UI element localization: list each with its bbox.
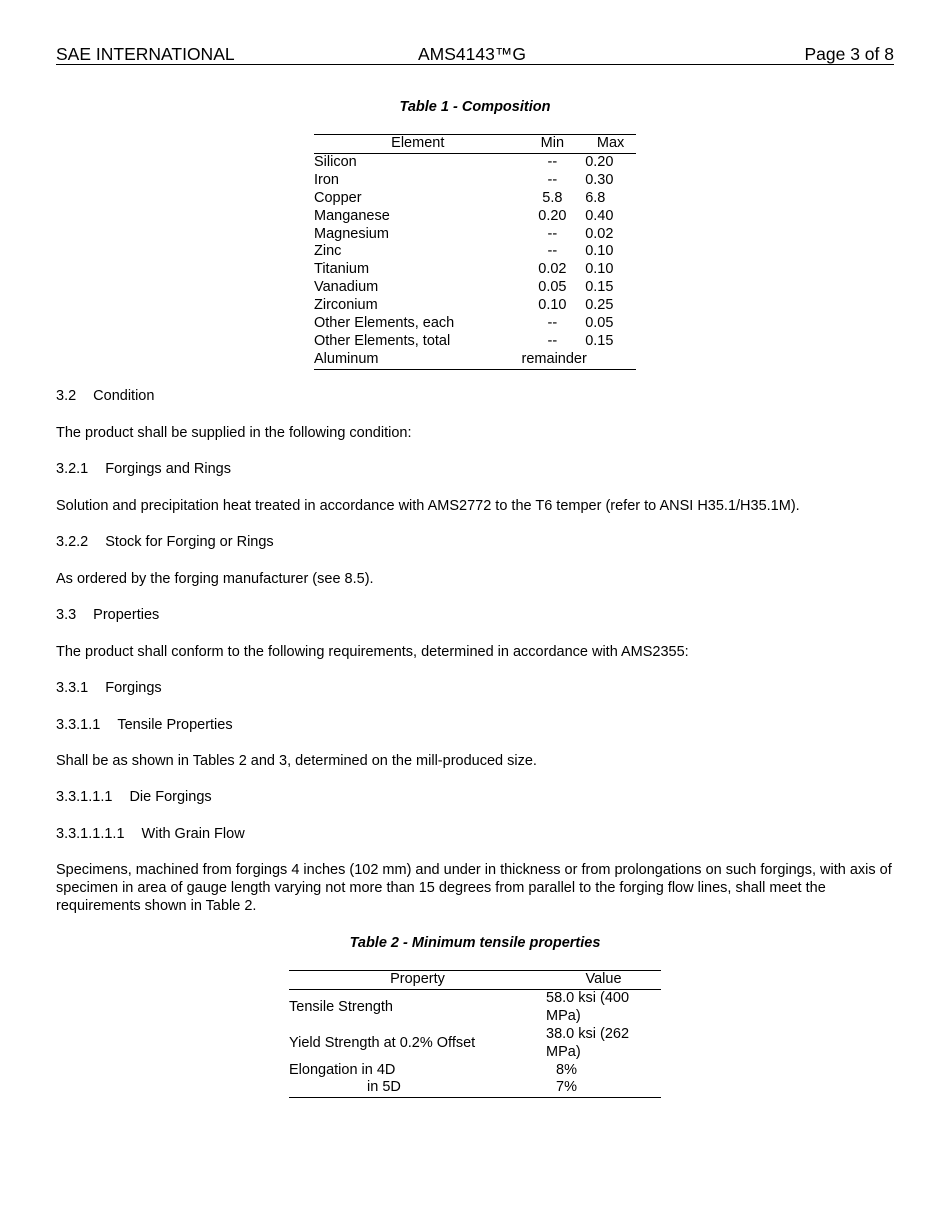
section-number: 3.2.2 bbox=[56, 534, 89, 550]
composition-table bbox=[314, 134, 636, 370]
value-cell: 7% bbox=[546, 1079, 661, 1097]
section-3-3-1-1-paragraph: Shall be as shown in Tables 2 and 3, determined on the mill-produced size. bbox=[56, 753, 537, 769]
section-number: 3.3.1.1.1.1 bbox=[56, 826, 125, 842]
element-cell: Zinc bbox=[314, 243, 342, 260]
document-number: AMS4143™G bbox=[418, 44, 526, 64]
max-cell: 0.10 bbox=[585, 261, 614, 278]
element-cell: Iron bbox=[314, 171, 339, 188]
element-cell: Vanadium bbox=[314, 279, 379, 296]
element-cell: Zirconium bbox=[314, 297, 378, 314]
min-cell: -- bbox=[547, 171, 558, 188]
column-header-max: Max bbox=[583, 135, 636, 154]
table-row bbox=[289, 1062, 661, 1080]
table-row bbox=[314, 208, 636, 226]
table-header-row bbox=[314, 135, 636, 154]
property-cell: Tensile Strength bbox=[289, 998, 393, 1015]
element-cell: Magnesium bbox=[314, 225, 389, 242]
section-3-2-2-paragraph: As ordered by the forging manufacturer (see 8.5). bbox=[56, 571, 374, 587]
grain-flow-paragraph: Specimens, machined from forgings 4 inches (102 mm) and under in thickness or from prolongations on such forgings, with axis of specimen in area of gauge length varying not more than 15 degrees from parallel to the forging flow lines, shall meet the requirements shown in Table 2. bbox=[56, 862, 892, 914]
section-3-3-1-1-1-heading bbox=[56, 788, 896, 806]
column-header-property: Property bbox=[289, 971, 546, 990]
section-title: Stock for Forging or Rings bbox=[105, 534, 274, 550]
section-title: Die Forgings bbox=[129, 789, 212, 805]
table-row bbox=[314, 279, 636, 297]
max-cell: 0.40 bbox=[585, 207, 614, 224]
table-row bbox=[314, 333, 636, 351]
column-header-value: Value bbox=[546, 971, 661, 990]
section-3-3-heading bbox=[56, 606, 896, 624]
element-cell: Aluminum bbox=[314, 351, 522, 369]
min-cell: -- bbox=[547, 243, 558, 260]
value-cell: 58.0 ksi (400 MPa) bbox=[546, 989, 630, 1024]
section-3-2-1-paragraph: Solution and precipitation heat treated in accordance with AMS2772 to the T6 temper (refer to ANSI H35.1/H35.1M). bbox=[56, 498, 800, 514]
publisher-name: SAE INTERNATIONAL bbox=[56, 44, 235, 64]
section-number: 3.2 bbox=[56, 388, 77, 404]
element-cell: Titanium bbox=[314, 261, 370, 278]
section-number: 3.2.1 bbox=[56, 461, 89, 477]
section-3-3-paragraph: The product shall conform to the following requirements, determined in accordance with AMS2355: bbox=[56, 644, 689, 660]
section-number: 3.3 bbox=[56, 607, 77, 623]
min-cell: 0.10 bbox=[538, 297, 567, 314]
table-row bbox=[314, 351, 636, 369]
min-cell: remainder bbox=[522, 351, 636, 369]
max-cell: 0.20 bbox=[585, 153, 614, 170]
element-cell: Silicon bbox=[314, 153, 357, 170]
min-cell: 0.02 bbox=[538, 261, 567, 278]
table-row bbox=[314, 226, 636, 244]
section-title: Condition bbox=[93, 388, 155, 404]
table-row bbox=[314, 190, 636, 208]
max-cell: 0.15 bbox=[585, 332, 614, 349]
page-number: Page 3 of 8 bbox=[804, 44, 894, 64]
section-3-2-2-heading bbox=[56, 533, 896, 551]
table-row bbox=[314, 261, 636, 279]
section-number: 3.3.1 bbox=[56, 680, 89, 696]
section-3-2-1-heading bbox=[56, 460, 896, 478]
column-header-min: Min bbox=[522, 135, 584, 154]
table-row bbox=[314, 243, 636, 261]
min-cell: -- bbox=[547, 332, 558, 349]
section-title: Properties bbox=[93, 607, 160, 623]
section-3-3-1-heading bbox=[56, 679, 896, 697]
value-cell: 8% bbox=[556, 1061, 577, 1078]
table-row bbox=[314, 172, 636, 190]
min-cell: -- bbox=[547, 315, 558, 332]
section-3-2-heading bbox=[56, 387, 896, 405]
table-row bbox=[289, 989, 661, 1025]
max-cell: 0.25 bbox=[585, 297, 614, 314]
value-cell: 38.0 ksi (262 MPa) bbox=[546, 1025, 630, 1060]
element-cell: Copper bbox=[314, 189, 362, 206]
section-3-3-1-1-heading bbox=[56, 716, 896, 734]
table-row bbox=[289, 1079, 661, 1097]
min-cell: 0.05 bbox=[538, 279, 567, 296]
max-cell: 0.02 bbox=[585, 225, 614, 242]
table-row bbox=[289, 1026, 661, 1062]
property-cell: Elongation in 4D bbox=[289, 1061, 396, 1078]
page-header bbox=[56, 44, 894, 65]
tensile-properties-table bbox=[289, 970, 661, 1098]
section-3-2-paragraph: The product shall be supplied in the following condition: bbox=[56, 425, 412, 441]
min-cell: 0.20 bbox=[538, 207, 567, 224]
section-title: Forgings and Rings bbox=[105, 461, 231, 477]
max-cell: 0.10 bbox=[585, 243, 614, 260]
min-cell: -- bbox=[547, 225, 558, 242]
section-title: With Grain Flow bbox=[141, 826, 245, 842]
section-3-3-1-1-1-1-heading bbox=[56, 825, 896, 843]
element-cell: Other Elements, total bbox=[314, 332, 451, 349]
section-number: 3.3.1.1 bbox=[56, 717, 101, 733]
max-cell: 0.05 bbox=[585, 315, 614, 332]
table1-caption: Table 1 - Composition bbox=[399, 99, 551, 115]
max-cell: 0.15 bbox=[585, 279, 614, 296]
element-cell: Manganese bbox=[314, 207, 390, 224]
property-cell: in 5D bbox=[289, 1079, 546, 1097]
table2-caption: Table 2 - Minimum tensile properties bbox=[349, 935, 601, 951]
table-header-row bbox=[289, 971, 661, 990]
column-header-element: Element bbox=[314, 135, 522, 154]
table-row bbox=[314, 297, 636, 315]
table-row bbox=[314, 315, 636, 333]
section-number: 3.3.1.1.1 bbox=[56, 789, 113, 805]
max-cell: 6.8 bbox=[585, 189, 606, 206]
table-row bbox=[314, 153, 636, 171]
section-title: Tensile Properties bbox=[117, 717, 233, 733]
section-title: Forgings bbox=[105, 680, 162, 696]
min-cell: -- bbox=[547, 153, 558, 170]
element-cell: Other Elements, each bbox=[314, 315, 455, 332]
max-cell: 0.30 bbox=[585, 171, 614, 188]
min-cell: 5.8 bbox=[542, 189, 563, 206]
property-cell: Yield Strength at 0.2% Offset bbox=[289, 1034, 476, 1051]
